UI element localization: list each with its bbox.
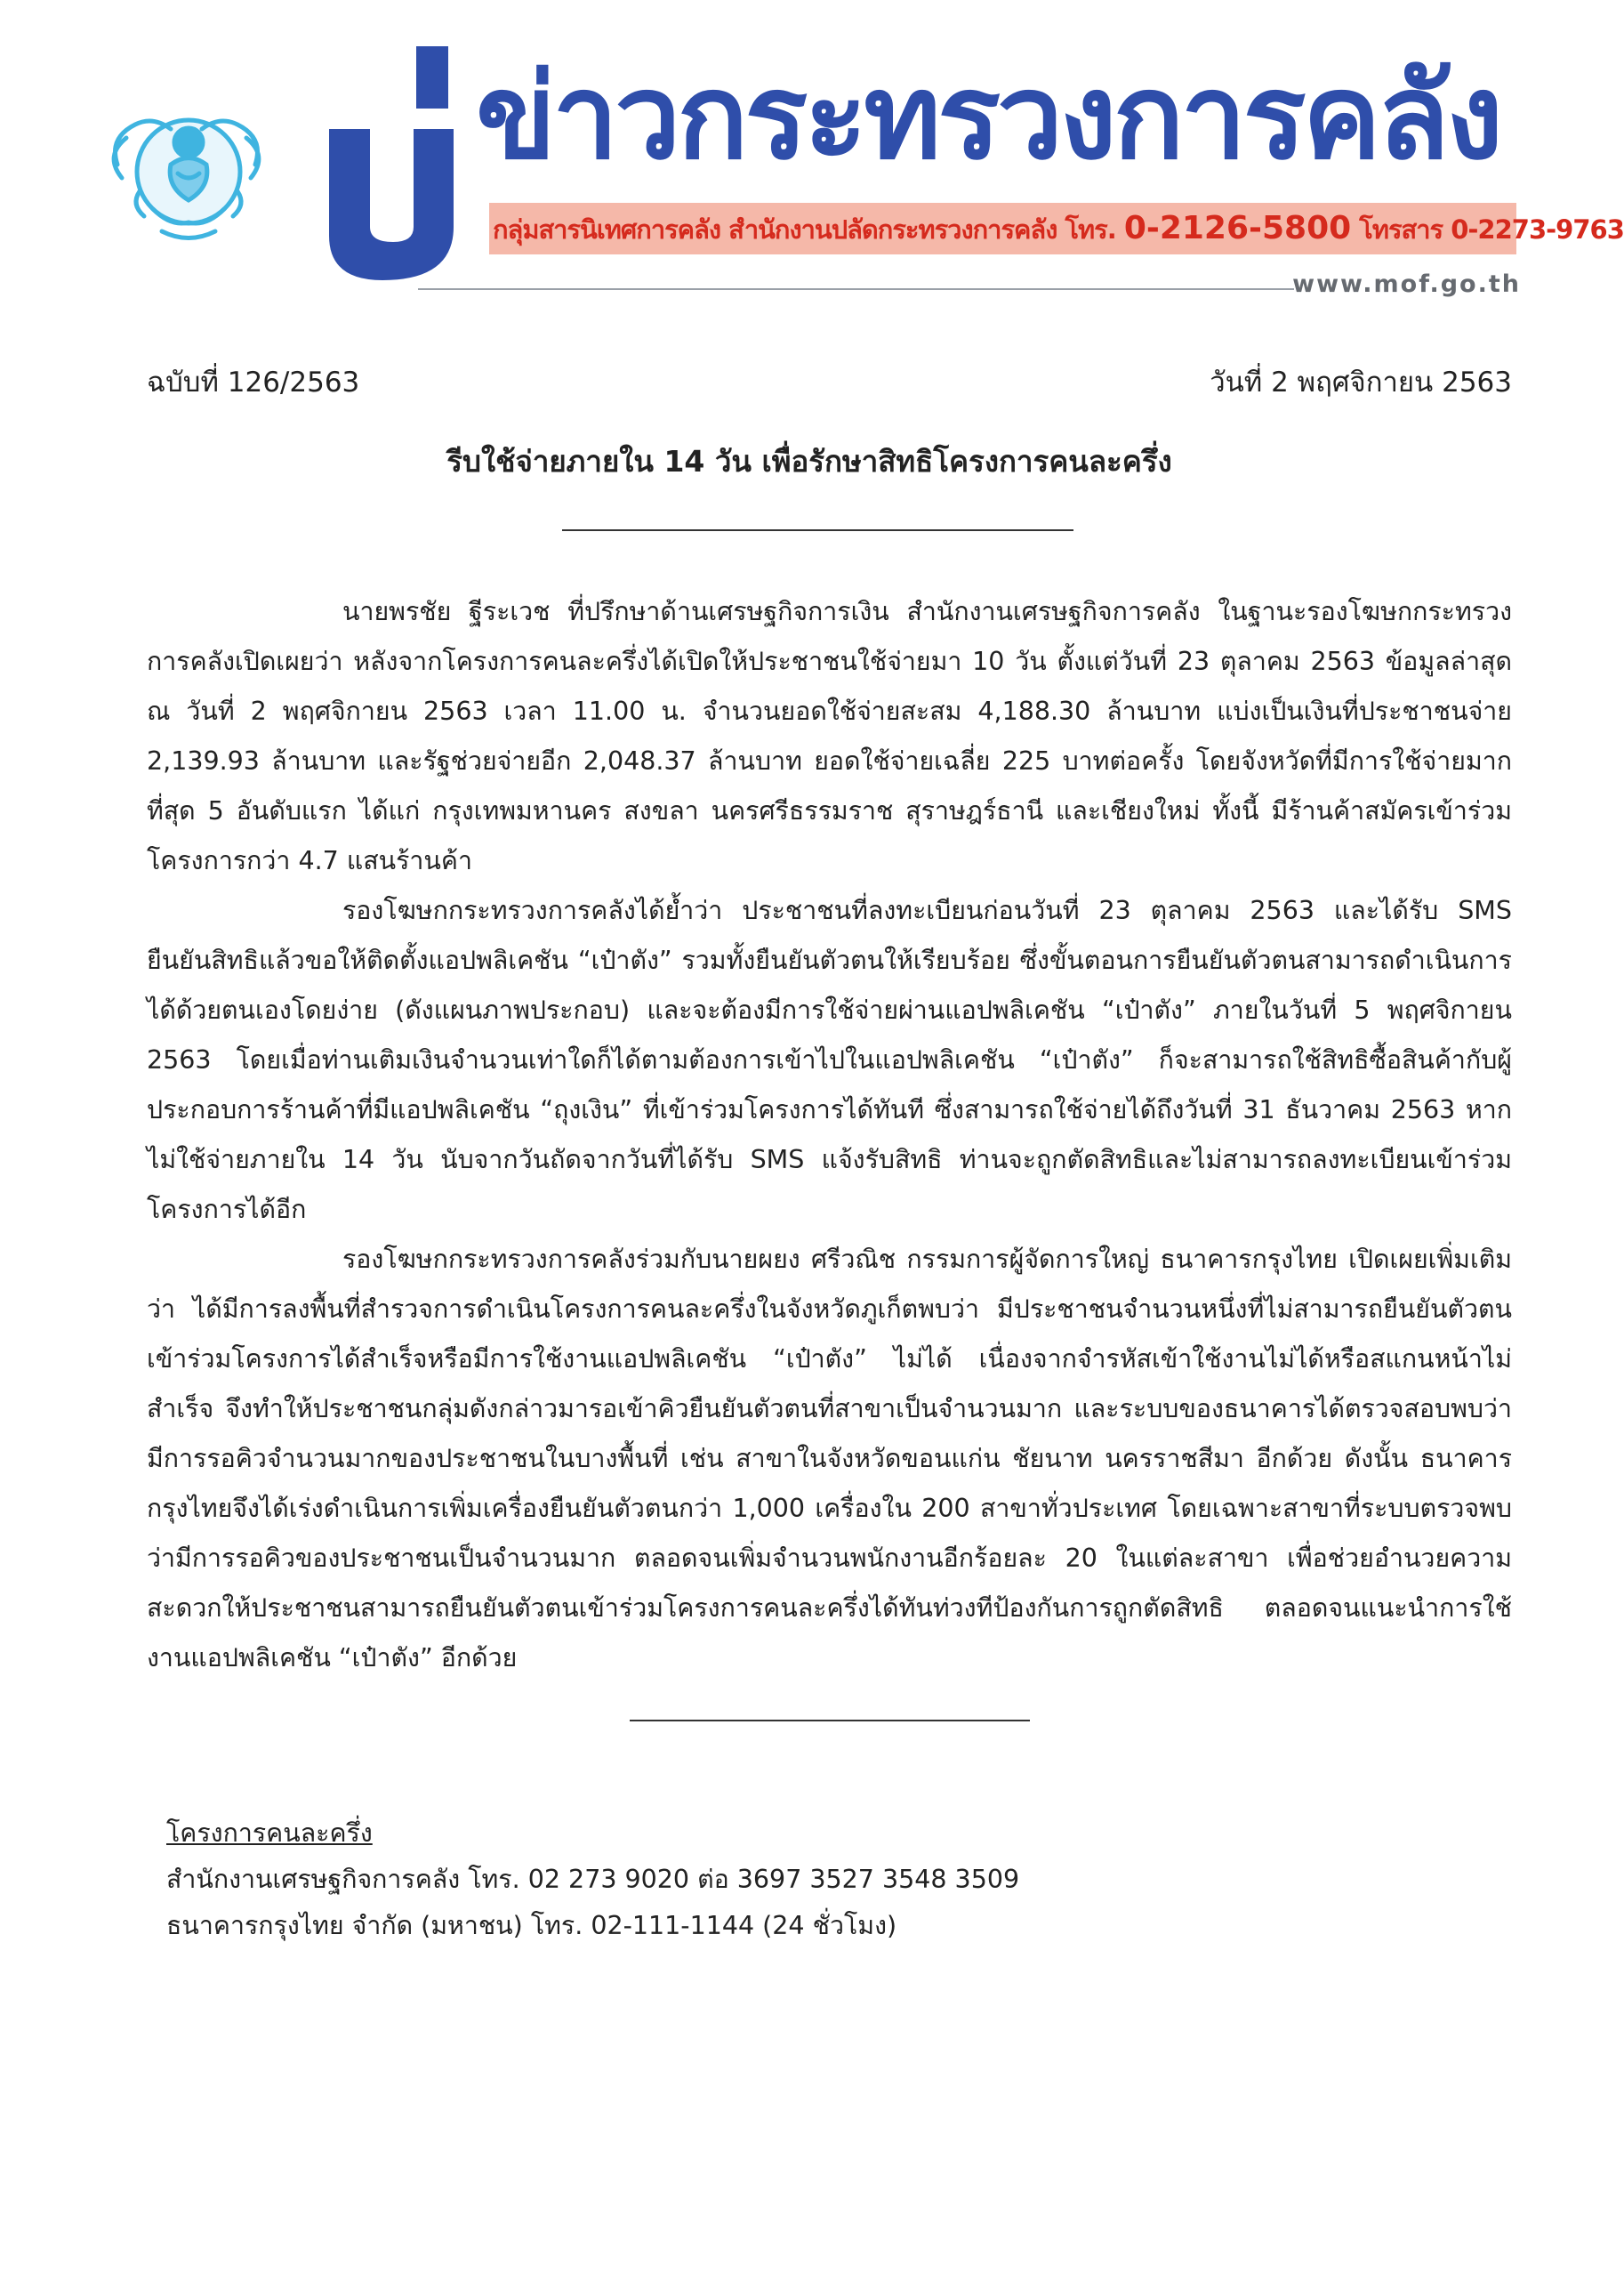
- paragraph-3: รองโฆษกกระทรวงการคลังร่วมกับนายผยง ศรีวณิช กรรมการผู้จัดการใหญ่ ธนาคารกรุงไทย เปิดเผยเพิ่มเติมว่า ได้มีการลงพื้นที่สำรวจการดำเนินโครงการคนละครึ่งในจังหวัดภูเก็ตพบว่า มีประชาชนจำนวนหนึ่งที่ไม่สามารถยืนยันตัวตนเข้าร่วมโครงการได้สำเร็จหรือมีการใช้งานแอปพลิเคชัน “เป๋าตัง” ไม่ได้ เนื่องจากจำรหัสเข้าใช้งานไม่ได้หรือสแกนหน้าไม่สำเร็จ จึงทำให้ประชาชนกลุ่มดังกล่าวมารอเข้าคิวยืนยันตัวตนที่สาขาเป็นจำนวนมาก และระบบของธนาคารได้ตรวจสอบพบว่ามีการรอคิวจำนวนมากของประชาชนในบางพื้นที่ เช่น สาขาในจังหวัดขอนแก่น ชัยนาท นครราชสีมา อีกด้วย ดังนั้น ธนาคารกรุงไทยจึงได้เร่งดำเนินการเพิ่มเครื่องยืนยันตัวตนกว่า 1,000 เครื่องใน 200 สาขาทั่วประเทศ โดยเฉพาะสาขาที่ระบบตรวจพบว่ามีการรอคิวของประชาชนเป็นจำนวนมาก ตลอดจนเพิ่มจำนวนพนักงานอีกร้อยละ 20 ในแต่ละสาขา เพื่อช่วยอำนวยความสะดวกให้ประชาชนสามารถยืนยันตัวตนเข้าร่วมโครงการคนละครึ่งได้ทันท่วงทีป้องกันการถูกตัดสิทธิ ตลอดจนแนะนำการใช้งานแอปพลิเคชัน “เป๋าตัง” อีกด้วย: [147, 1245, 1512, 1672]
- website-link[interactable]: www.mof.go.th: [1292, 270, 1521, 298]
- footer-contact-line-2: ธนาคารกรุงไทย จำกัด (มหาชน) โทร. 02-111-1144 (24 ชั่วโมง): [166, 1911, 897, 1940]
- masthead-title: [476, 49, 1516, 186]
- footer-contact-line-1: สำนักงานเศรษฐกิจการคลัง โทร. 02 273 9020 ต่อ 3697 3527 3548 3509: [166, 1865, 1020, 1894]
- garuda-emblem-icon: [100, 102, 273, 249]
- issue-date: วันที่ 2 พฤศจิกายน 2563: [1210, 367, 1512, 399]
- letterhead: [0, 0, 1624, 320]
- contact-phone: 0-2126-5800: [1123, 210, 1352, 246]
- issue-number: ฉบับที่ 126/2563: [147, 367, 360, 399]
- document-body: [147, 587, 1512, 1683]
- paragraph-2: รองโฆษกกระทรวงการคลังได้ย้ำว่า ประชาชนที่ลงทะเบียนก่อนวันที่ 23 ตุลาคม 2563 และได้รับ SMS ยืนยันสิทธิแล้วขอให้ติดตั้งแอปพลิเคชัน “เป๋าตัง” รวมทั้งยืนยันตัวตนให้เรียบร้อย ซึ่งขั้นตอนการยืนยันตัวตนสามารถดำเนินการได้ด้วยตนเองโดยง่าย (ดังแผนภาพประกอบ) และจะต้องมีการใช้จ่ายผ่านแอปพลิเคชัน “เป๋าตัง” ภายในวันที่ 5 พฤศจิกายน 2563 โดยเมื่อท่านเติมเงินจำนวนเท่าใดก็ได้ตามต้องการเข้าไปในแอปพลิเคชัน “เป๋าตัง” ก็จะสามารถใช้สิทธิซื้อสินค้ากับผู้ประกอบการร้านค้าที่มีแอปพลิเคชัน “ถุงเงิน” ที่เข้าร่วมโครงการได้ทันที ซึ่งสามารถใช้จ่ายได้ถึงวันที่ 31 ธันวาคม 2563 หากไม่ใช้จ่ายภายใน 14 วัน นับจากวันถัดจากวันที่ได้รับ SMS แจ้งรับสิทธิ ท่านจะถูกตัดสิทธิและไม่สามารถลงทะเบียนเข้าร่วมโครงการได้อีก: [147, 896, 1512, 1224]
- footer-contacts: [166, 1810, 1019, 1949]
- contact-band: [489, 203, 1624, 254]
- masthead-text: ข่าวกระทรวงการคลัง: [476, 49, 1500, 186]
- end-divider: [630, 1720, 1030, 1721]
- title-divider: [562, 529, 1073, 531]
- masthead-initial-glyph-icon: [320, 44, 476, 285]
- paragraph-1: นายพรชัย ฐีระเวช ที่ปรึกษาด้านเศรษฐกิจการเงิน สำนักงานเศรษฐกิจการคลัง ในฐานะรองโฆษกกระทรวงการคลังเปิดเผยว่า หลังจากโครงการคนละครึ่งได้เปิดให้ประชาชนใช้จ่ายมา 10 วัน ตั้งแต่วันที่ 23 ตุลาคม 2563 ข้อมูลล่าสุด ณ วันที่ 2 พฤศจิกายน 2563 เวลา 11.00 น. จำนวนยอดใช้จ่ายสะสม 4,188.30 ล้านบาท แบ่งเป็นเงินที่ประชาชนจ่าย 2,139.93 ล้านบาท และรัฐช่วยจ่ายอีก 2,048.37 ล้านบาท ยอดใช้จ่ายเฉลี่ย 225 บาทต่อครั้ง โดยจังหวัดที่มีการใช้จ่ายมากที่สุด 5 อันดับแรก ได้แก่ กรุงเทพมหานคร สงขลา นครศรีธรรมราช สุราษฎร์ธานี และเชียงใหม่ ทั้งนี้ มีร้านค้าสมัครเข้าร่วมโครงการกว่า 4.7 แสนร้านค้า: [147, 597, 1512, 875]
- contact-fax: โทรสาร 0-2273-9763: [1359, 214, 1624, 245]
- contact-org: กลุ่มสารนิเทศการคลัง สำนักงานปลัดกระทรวงการคลัง โทร.: [493, 214, 1116, 245]
- document-title: รีบใช้จ่ายภายใน 14 วัน เพื่อรักษาสิทธิโครงการคนละครึ่ง: [446, 444, 1172, 479]
- footer-heading: โครงการคนละครึ่ง: [166, 1818, 373, 1848]
- header-divider: [418, 288, 1294, 290]
